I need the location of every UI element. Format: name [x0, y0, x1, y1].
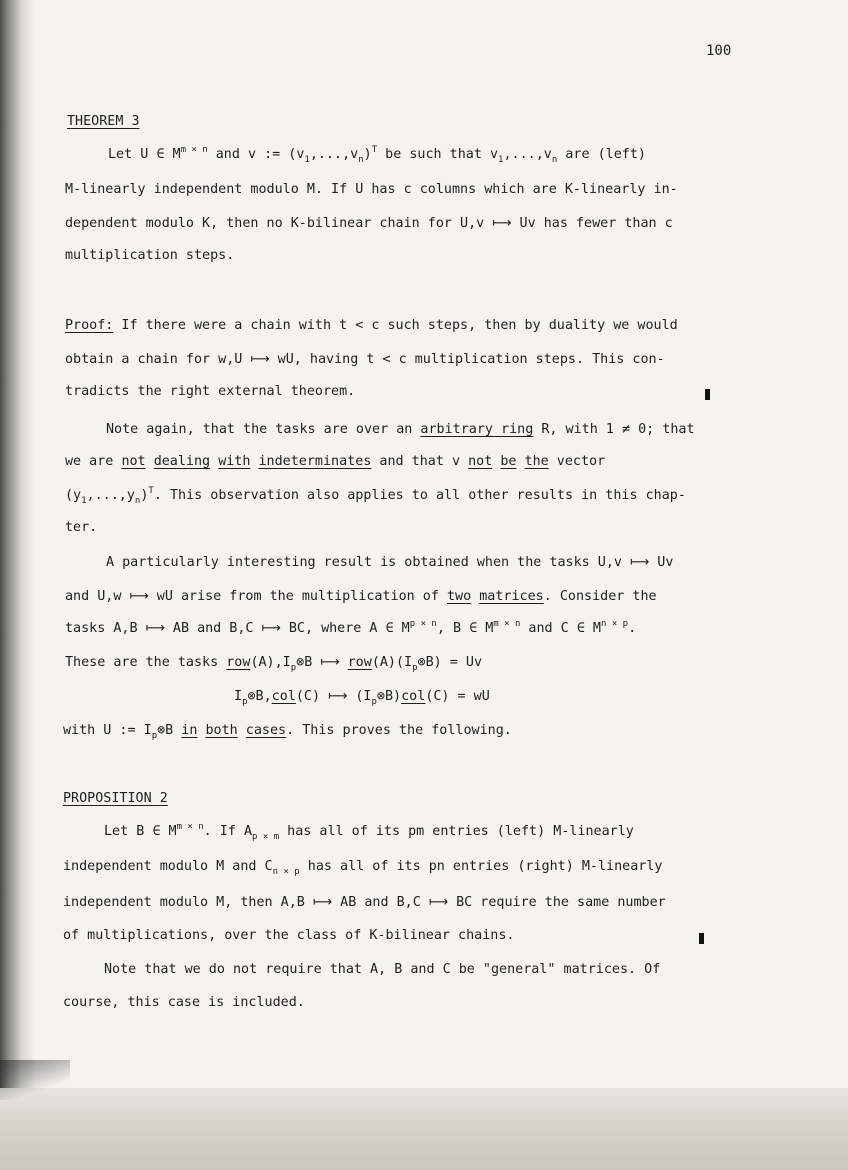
para2-line-1: A particularly interesting result is obtained when the tasks U,v ⟼ Uv [106, 555, 674, 570]
closing-line-1: Note that we do not require that A, B and C be "general" matrices. Of [104, 962, 661, 977]
theorem-line-4: multiplication steps. [65, 248, 235, 263]
theorem-line-2: M-linearly independent modulo M. If U has c columns which are K-linearly in- [65, 182, 678, 197]
proposition-line-3: independent modulo M, then A,B ⟼ AB and B,C ⟼ BC require the same number [63, 895, 666, 910]
para2-line-2: and U,w ⟼ wU arise from the multiplication of two matrices. Consider the [65, 589, 657, 604]
scan-bottom-band [0, 1088, 848, 1170]
theorem-line-3: dependent modulo K, then no K-bilinear chain for U,v ⟼ Uv has fewer than c [65, 216, 673, 231]
qed-mark [705, 389, 710, 400]
proposition-line-1: Let B ∈ $M^{m \times n}$. If $A_{p \times m}$ has all of its pm entries (left) M-linearly [104, 822, 634, 842]
para2-line-4: These are the tasks $row(A),I_p\otimes B$ ⟼ $row(A)(I_p\otimes B) = Uv$ [65, 655, 483, 673]
closing-line-2: course, this case is included. [63, 995, 305, 1010]
para2-line-5: $I_p\otimes B,col(C)$ ⟼ $(I_p\otimes B)col(C)$ = wU [234, 689, 490, 707]
para2-line-3: tasks A,B ⟼ AB and B,C ⟼ BC, where A ∈ $M^{p \times n}$, B ∈ $M^{m \times n}$ and C ∈ $M^{n \times p}$. [65, 619, 637, 636]
proposition-line-4: of multiplications, over the class of K-bilinear chains. [63, 928, 515, 943]
proof-label: Proof: [65, 318, 114, 333]
note-line-4: ter. [65, 520, 98, 535]
proposition-line-2: independent modulo M and $C_{n \times p}$ has all of its pn entries (right) M-linearly [63, 859, 663, 877]
theorem-heading: THEOREM 3 [67, 114, 140, 129]
note-line-3: $(y_1,...,y_n)^T$. This observation also applies to all other results in this chap- [65, 486, 686, 506]
theorem-line-1: Let U ∈ $M^{m \times n}$ and v := $(v_1,...,v_n)^T$ be such that $v_1,...,v_n$ are (left) [108, 145, 646, 165]
para2-line-6: with U := $I_p\otimes B$ in both cases. This proves the following. [63, 723, 512, 741]
proof-line-3: tradicts the right external theorem. [65, 384, 356, 399]
scan-corner-shadow [0, 1060, 70, 1100]
proof-line-1: Proof: If there were a chain with t < c such steps, then by duality we would [65, 318, 678, 333]
qed-mark [699, 933, 704, 944]
note-line-2: we are not dealing with indeterminates and that v not be the vector [65, 454, 606, 469]
proof-line-2: obtain a chain for w,U ⟼ wU, having t < c multiplication steps. This con- [65, 352, 665, 367]
page-number: 100 [706, 43, 732, 59]
proposition-heading: PROPOSITION 2 [63, 791, 168, 806]
note-line-1: Note again, that the tasks are over an arbitrary ring R, with 1 ≠ 0; that [106, 422, 695, 437]
page-binding-shadow [0, 0, 36, 1170]
